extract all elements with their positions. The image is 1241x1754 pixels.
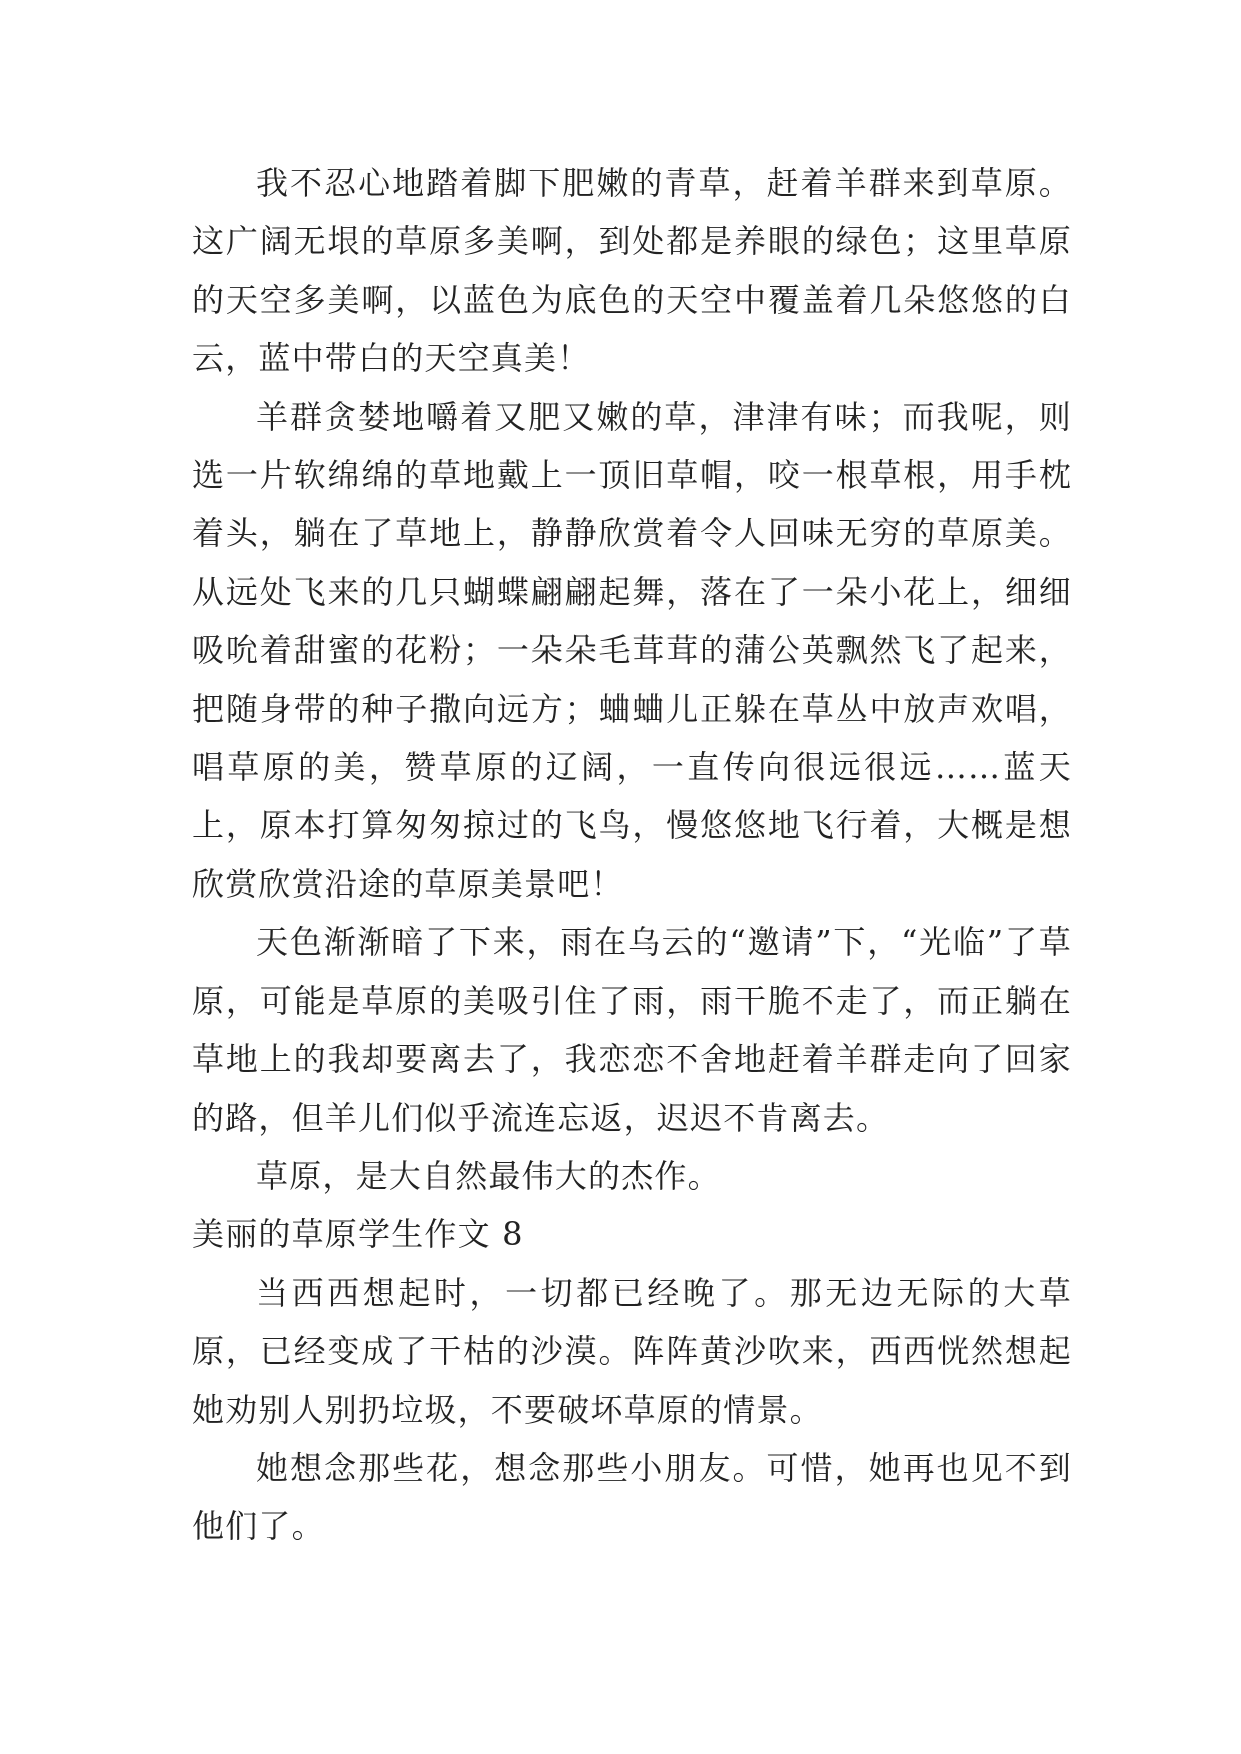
paragraph-grassland-sky: 我不忍心地踏着脚下肥嫩的青草，赶着羊群来到草原。这广阔无垠的草原多美啊，到处都是养眼的绿色；这里草原的天空多美啊，以蓝色为底色的天空中覆盖着几朵悠悠的白云，蓝中带白的天空真美！ [192, 164, 1072, 378]
paragraph-rain: 天色渐渐暗了下来，雨在乌云的“邀请”下，“光临”了草原，可能是草原的美吸引住了雨，雨干脆不走了，而正躺在草地上的我却要离去了，我恋恋不舍地赶着羊群走向了回家的路，但羊儿们似乎流连忘返，迟迟不肯离去。 [192, 923, 1072, 1137]
paragraph-conclusion: 草原，是大自然最伟大的杰作。 [256, 1156, 721, 1195]
paragraph-sheep-and-scenery: 羊群贪婪地嚼着又肥又嫩的草，津津有味；而我呢，则选一片软绵绵的草地戴上一顶旧草帽，咬一根草根，用手枕着头，躺在了草地上，静静欣赏着令人回味无穷的草原美。从远处飞来的几只蝴蝶翩翩起舞，落在了一朵小花上，细细吸吮着甜蜜的花粉；一朵朵毛茸茸的蒲公英飘然飞了起来，把随身带的种子撒向远方；蛐蛐儿正躲在草丛中放声欢唱，唱草原的美，赞草原的辽阔，一直传向很远很远……蓝天上，原本打算匆匆掠过的飞鸟，慢悠悠地飞行着，大概是想欣赏欣赏沿途的草原美景吧！ [192, 397, 1072, 903]
paragraph-xixi-miss: 她想念那些花，想念那些小朋友。可惜，她再也见不到他们了。 [192, 1448, 1072, 1546]
document-body [192, 154, 1072, 1556]
essay-heading: 美丽的草原学生作文 8 [192, 1215, 524, 1254]
paragraph-xixi-desert: 当西西想起时，一切都已经晚了。那无边无际的大草原，已经变成了干枯的沙漠。阵阵黄沙吹来，西西恍然想起她劝别人别扔垃圾，不要破坏草原的情景。 [192, 1273, 1072, 1429]
